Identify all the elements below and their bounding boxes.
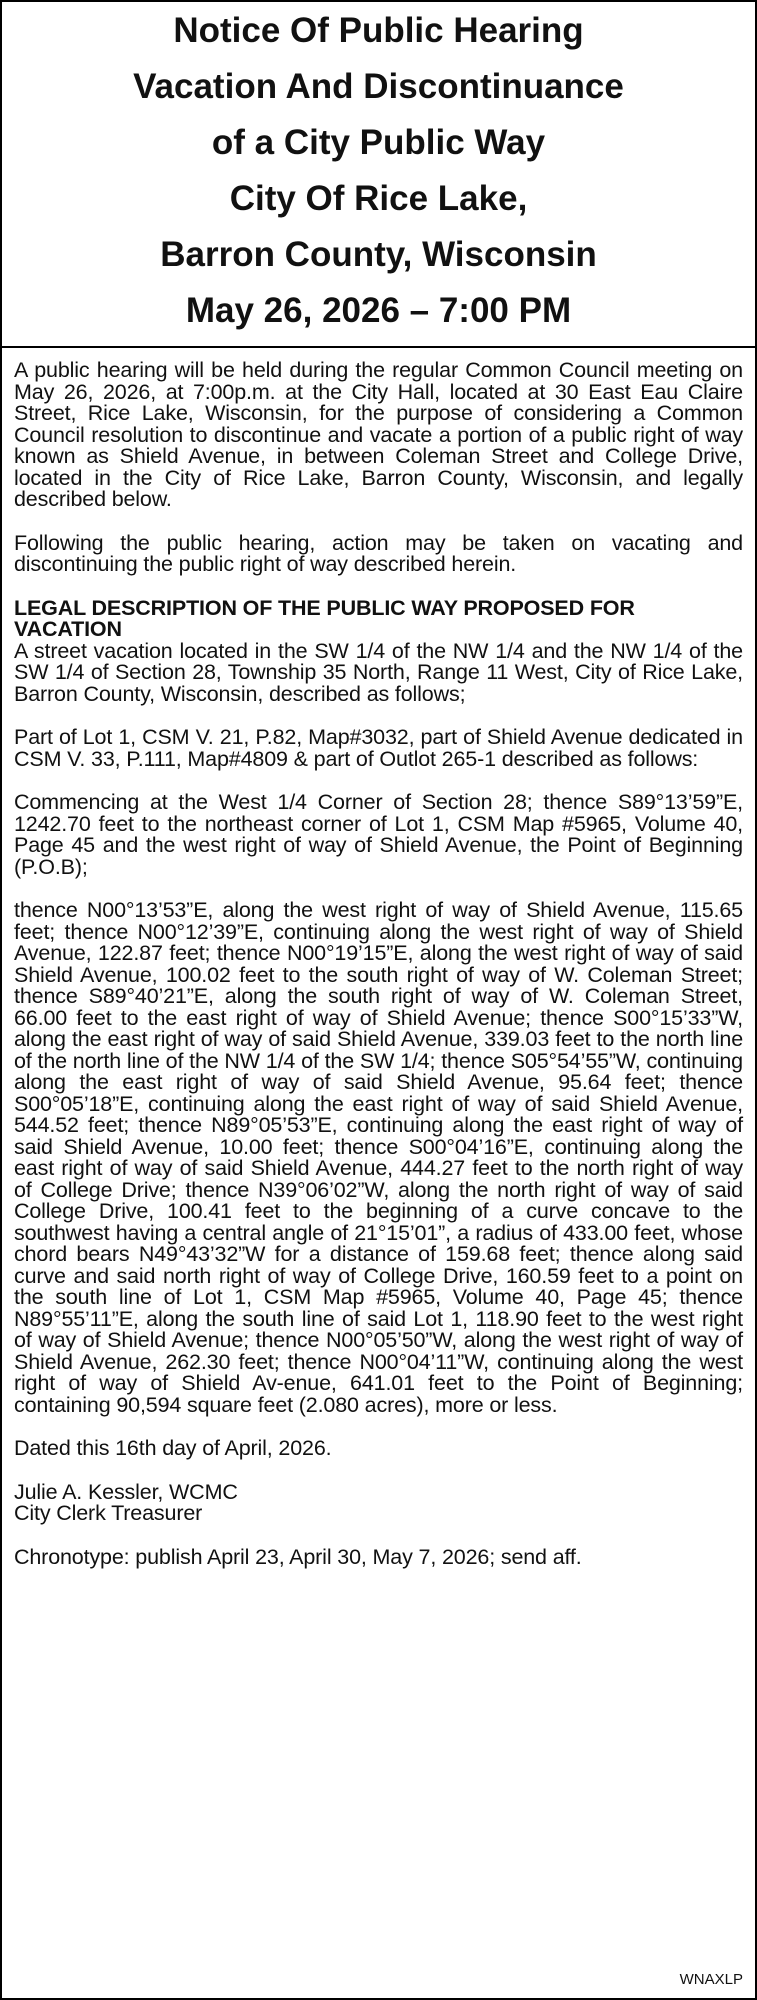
legal-description-body: thence N00°13’53”E, along the west right of way of Shield Avenue, 115.65 feet; thence N00°12’39”E, continuing along the west right of way of Shield Avenue, 122.87 feet; thence N00°19’15”E, along the west right of way of said Shield Avenue, 100.02 feet to the south right of way of W. Coleman Street; thence S89°40’21”E, along the south right of way of W. Coleman Street, 66.00 feet to the east right of way of Shield Avenue; thence S00°15’33”W, along the east right of way of said Shield Avenue, 339.03 feet to the north line of the north line of the NW 1/4 of the SW 1/4; thence S05°54’55”W, continuing along the east right of way of said Shield Avenue, 95.64 feet; thence S00°05’18”E, continuing along the east right of way of said Shield Avenue, 544.52 feet; thence N89°05’53”E, continuing along the east right of way of said Shield Avenue, 10.00 feet; thence S00°04’16”E, continuing along the east right of way of said Shield Avenue, 444.27 feet to the north right of way of College Drive; thence N39°06’02”W, along the north right of way of said College Drive, 100.41 feet to the beginning of a curve concave to the southwest having a central angle of 21°15’01”, a radius of 433.00 feet, whose chord bears N49°43’32”W for a distance of 159.68 feet; thence along said curve and said north right of way of College Drive, 160.59 feet to a point on the south line of Lot 1, CSM Map #5965, Volume 40, Page 45; thence N89°55’11”E, along the south line of said Lot 1, 118.90 feet to the west right of way of Shield Avenue; thence N00°05’50”W, along the west right of way of Shield Avenue, 262.30 feet; thence N00°04’11”W, continuing along the west right of way of Shield Av-enue, 641.01 feet to the Point of Beginning; containing 90,594 square feet (2.080 acres), more or less.	[14, 898, 743, 1417]
title-line: May 26, 2026 – 7:00 PM	[185, 291, 572, 330]
divider	[2, 346, 755, 348]
intro-paragraph: A public hearing will be held during the regular Common Council meeting on May 26, 2026, at 7:00p.m. at the City Hall, located at 30 East Eau Claire Street, Rice Lake, Wisconsin, for the purpose of considering a Common Council resolution to discontinue and vacate a portion of a public right of way known as Shield Avenue, in between Coleman Street and College Drive, located in the City of Rice Lake, Barron County, Wisconsin, and legally described below.	[14, 358, 743, 511]
title-line: Notice Of Public Hearing	[173, 11, 584, 50]
title-line: Barron County, Wisconsin	[160, 235, 597, 274]
commencing-paragraph: Commencing at the West 1/4 Corner of Section 28; thence S89°13’59”E, 1242.70 feet to the northeast corner of Lot 1, CSM Map #5965, Volume 40, Page 45 and the west right of way of Shield Avenue, the Point of Beginning (P.O.B);	[14, 790, 743, 879]
street-vacation-paragraph: A street vacation located in the SW 1/4 of the NW 1/4 and the NW 1/4 of the SW 1/4 of Section 28, Township 35 North, Range 11 West, City of Rice Lake, Barron County, Wisconsin, described as follows;	[14, 638, 743, 706]
signature-name: Julie A. Kessler, WCMC	[14, 1479, 238, 1504]
signature-title: City Clerk Treasurer	[14, 1501, 203, 1525]
legal-description-heading: LEGAL DESCRIPTION OF THE PUBLIC WAY PROPOSED FOR VACATION	[14, 595, 635, 641]
part-of-lot-paragraph: Part of Lot 1, CSM V. 21, P.82, Map#3032, part of Shield Avenue dedicated in CSM V. 33, P.111, Map#4809 & part of Outlot 265-1 described as follows:	[14, 725, 743, 771]
title-line: City Of Rice Lake,	[229, 179, 528, 218]
dated-line: Dated this 16th day of April, 2026.	[14, 1436, 332, 1460]
chronotype-line: Chronotype: publish April 23, April 30, May 7, 2026; send aff.	[14, 1544, 582, 1569]
notice-title	[14, 4, 743, 338]
following-paragraph: Following the public hearing, action may be taken on vacating and discontinuing the public right of way described herein.	[14, 530, 743, 576]
publication-code: WNAXLP	[679, 1971, 743, 1988]
title-line: Vacation And Discontinuance	[133, 67, 624, 106]
title-line: of a City Public Way	[211, 123, 546, 162]
